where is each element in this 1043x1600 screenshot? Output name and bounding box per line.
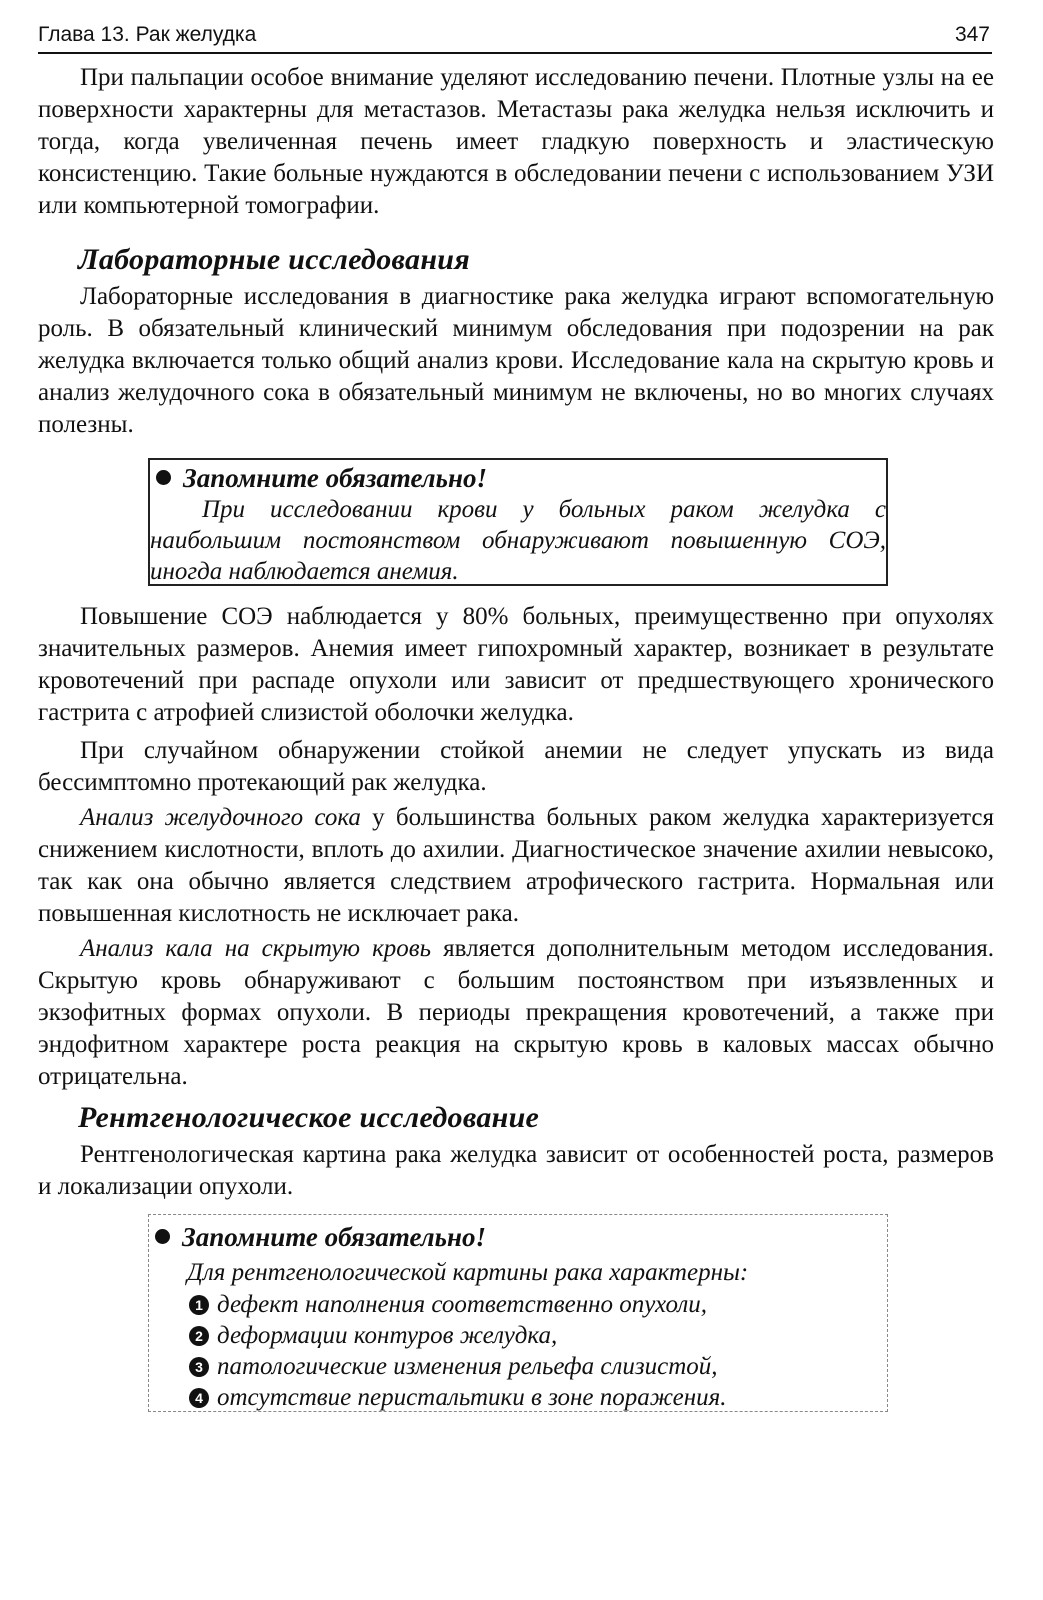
number-badge-icon: 3 — [189, 1357, 209, 1377]
paragraph-xray: Рентгенологическая картина рака желудка зависит от особенностей роста, размеров и локализации опухоли. — [38, 1141, 994, 1200]
chapter-title: Глава 13. Рак желудка — [38, 23, 257, 46]
bullet-icon — [155, 1229, 170, 1244]
paragraph-occult-blood: Анализ кала на скрытую кровь является дополнительным методом исследования. Скрытую кровь обнаруживают с большим постоянством при изъязвленных и экзофитных формах опухоли. В периоды прекращения кровотечений, а также при эндофитном характере роста реакция на скрытую кровь в каловых массах обычно отрицательна. — [38, 935, 995, 1090]
term-occult-blood: Анализ кала на скрытую кровь — [80, 935, 432, 962]
number-badge-icon: 2 — [189, 1326, 209, 1346]
heading-lab-tests: Лабораторные исследования — [78, 243, 471, 276]
paragraph-anemia-warning: При случайном обнаружении стойкой анемии не следует упускать из вида бессимптомно протекающий рак желудка. — [38, 737, 994, 796]
bullet-icon — [156, 470, 171, 485]
list-item: 2 деформации контуров желудка, — [189, 1320, 727, 1351]
paragraph-esr-anemia: Повышение СОЭ наблюдается у 80% больных, преимущественно при опухолях значительных размеров. Анемия имеет гипохромный характер, возникает в результате кровотечений при распаде опухоли или зависит от предшествующего хронического гастрита с атрофией слизистой оболочки желудка. — [38, 603, 994, 726]
remember-box-xray — [148, 1214, 888, 1412]
remember-box-title: Запомните обязательно! — [156, 462, 487, 494]
number-badge-icon: 1 — [189, 1295, 209, 1315]
list-item: 4 отсутствие перистальтики в зоне поражения. — [189, 1382, 727, 1413]
number-badge-icon: 4 — [189, 1388, 209, 1408]
term-gastric-juice: Анализ желудочного сока — [80, 804, 361, 831]
xray-signs-list — [189, 1289, 727, 1413]
running-header — [38, 22, 992, 54]
list-item: 3 патологические изменения рельефа слизистой, — [189, 1351, 727, 1382]
remember-box-text: При исследовании крови у больных раком желудка с наибольшим постоянством обнаруживают повышенную СОЭ, иногда наблюдается анемия. — [150, 496, 886, 585]
remember-box-blood — [148, 458, 888, 586]
paragraph-lab-tests: Лабораторные исследования в диагностике рака желудка играют вспомогательную роль. В обязательный клинический минимум обследования при подозрении на рак желудка включается только общий анализ крови. Исследование кала на скрытую кровь и анализ желудочного сока в обязательный минимум не включены, но во многих случаях полезны. — [38, 283, 994, 438]
list-item: 1 дефект наполнения соответственно опухоли, — [189, 1289, 727, 1320]
heading-xray: Рентгенологическое исследование — [78, 1101, 540, 1134]
remember-box-title: Запомните обязательно! — [155, 1221, 486, 1253]
paragraph-liver-palpation: При пальпации особое внимание уделяют исследованию печени. Плотные узлы на ее поверхности характерны для метастазов. Метастазы рака желудка нельзя исключить и тогда, когда увеличенная печень имеет гладкую поверхность и эластическую консистенцию. Такие больные нуждаются в обследовании печени с использованием УЗИ или компьютерной томографии. — [38, 64, 994, 219]
remember-box-intro: Для рентгенологической картины рака характерны: — [187, 1259, 749, 1286]
paragraph-gastric-juice: Анализ желудочного сока у большинства больных раком желудка характеризуется снижением кислотности, вплоть до ахилии. Диагностическое значение ахилии невысоко, так как она обычно является следствием атрофического гастрита. Нормальная или повышенная кислотность не исключает рака. — [38, 804, 994, 927]
page-number: 347 — [954, 23, 990, 46]
